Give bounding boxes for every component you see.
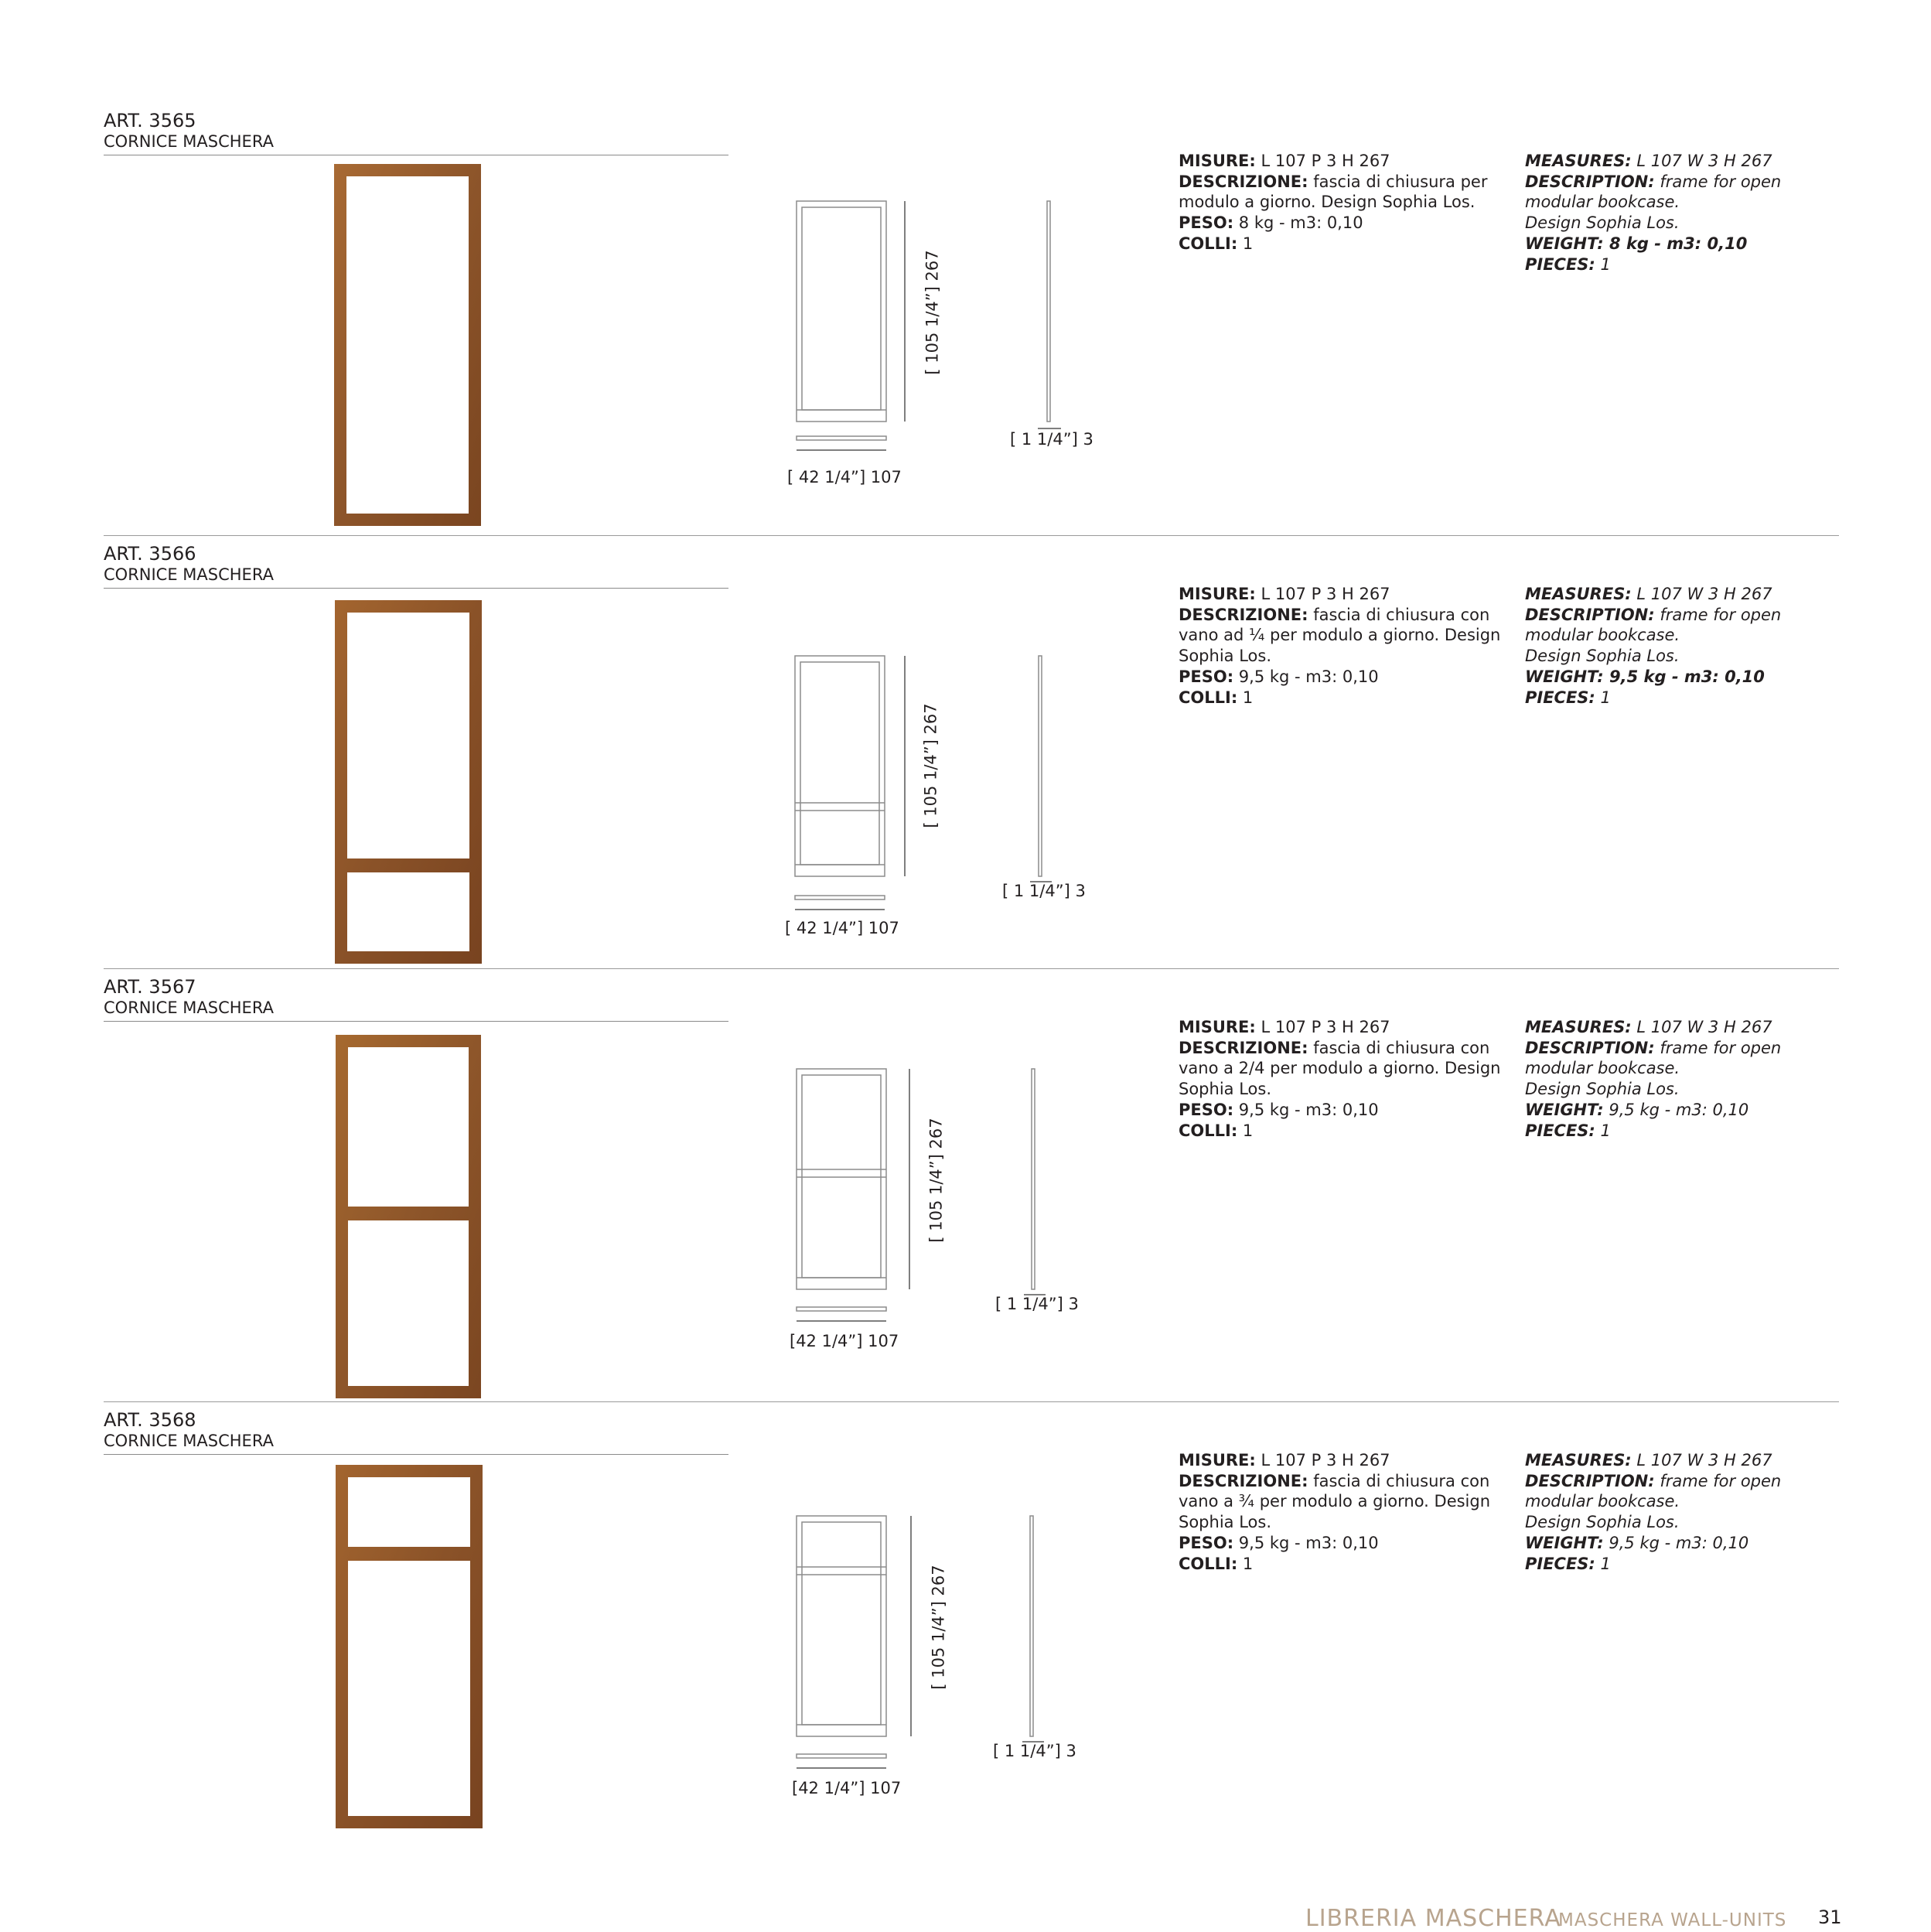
pieces-value: 1: [1595, 254, 1611, 274]
descrizione-label: DESCRIZIONE:: [1179, 172, 1308, 191]
italian-specs: [1179, 1017, 1503, 1141]
misure-value: L 107 P 3 H 267: [1255, 585, 1390, 603]
pieces-label: PIECES:: [1525, 688, 1595, 707]
descrizione-value: fascia di chiusura con vano a 2/4 per modulo a giorno. Design Sophia Los.: [1179, 1038, 1501, 1099]
width-dimension: [ 42 1/4”] 107: [785, 919, 899, 937]
peso-value: 9,5 kg - m3: 0,10: [1233, 1533, 1379, 1552]
height-dimension: [ 105 1/4”] 267: [926, 1118, 946, 1243]
description-label: DESCRIPTION:: [1525, 605, 1655, 624]
pieces-value: 1: [1595, 688, 1611, 707]
measures-value: L 107 W 3 H 267: [1631, 1451, 1772, 1469]
measures-value: L 107 W 3 H 267: [1631, 585, 1772, 603]
product-photo-frame: [336, 1465, 483, 1828]
misure-label: MISURE:: [1179, 585, 1256, 603]
width-dimension: [42 1/4”] 107: [792, 1779, 902, 1797]
colli-label: COLLI:: [1179, 234, 1238, 253]
height-dimension: [ 105 1/4”] 267: [923, 250, 942, 375]
page-number: 31: [1818, 1906, 1842, 1928]
design-credit: Design Sophia Los.: [1525, 1080, 1680, 1099]
colli-label: COLLI:: [1179, 688, 1238, 707]
width-dimension: [ 42 1/4”] 107: [787, 468, 902, 486]
description-value: frame for open modular bookcase.: [1525, 1038, 1782, 1078]
colli-value: 1: [1237, 234, 1254, 253]
descrizione-value: fascia di chiusura per modulo a giorno. Design Sophia Los.: [1179, 172, 1488, 212]
product-section-3568: [0, 1409, 1931, 1842]
description-label: DESCRIPTION:: [1525, 172, 1655, 191]
design-credit: Design Sophia Los.: [1525, 1513, 1680, 1532]
title-rule: [104, 588, 728, 589]
descrizione-label: DESCRIZIONE:: [1179, 1038, 1308, 1057]
pieces-label: PIECES:: [1525, 1554, 1595, 1573]
art-number: ART. 3566: [104, 543, 196, 565]
art-number: ART. 3568: [104, 1409, 196, 1431]
title-rule: [104, 1021, 728, 1022]
section-separator: [104, 1401, 1839, 1402]
pieces-label: PIECES:: [1525, 1121, 1595, 1140]
pieces-value: 1: [1595, 1554, 1611, 1573]
technical-drawing: [789, 1510, 1129, 1912]
art-name: CORNICE MASCHERA: [104, 1432, 274, 1450]
description-value: frame for open modular bookcase.: [1525, 172, 1782, 212]
footer-title: LIBRERIA MASCHERA: [1305, 1905, 1561, 1932]
measures-label: MEASURES:: [1525, 1451, 1632, 1469]
product-photo-frame: [335, 600, 482, 964]
section-separator: [104, 968, 1839, 969]
misure-value: L 107 P 3 H 267: [1255, 1451, 1390, 1469]
art-number: ART. 3565: [104, 110, 196, 131]
peso-label: PESO:: [1179, 667, 1234, 686]
depth-dimension: [ 1 1/4”] 3: [1002, 882, 1086, 900]
measures-label: MEASURES:: [1525, 152, 1632, 170]
measures-value: L 107 W 3 H 267: [1631, 1018, 1772, 1036]
depth-dimension: [ 1 1/4”] 3: [995, 1295, 1079, 1313]
weight-value: 9,5 kg - m3: 0,10: [1603, 1100, 1749, 1119]
product-section-3567: [0, 976, 1931, 1409]
design-credit: Design Sophia Los.: [1525, 213, 1680, 233]
art-name: CORNICE MASCHERA: [104, 132, 274, 151]
english-specs: [1525, 151, 1850, 275]
peso-value: 9,5 kg - m3: 0,10: [1233, 667, 1379, 686]
weight-label: WEIGHT:: [1525, 667, 1604, 686]
peso-value: 8 kg - m3: 0,10: [1233, 213, 1363, 233]
pieces-value: 1: [1595, 1121, 1611, 1140]
english-specs: [1525, 1017, 1850, 1141]
measures-label: MEASURES:: [1525, 585, 1632, 603]
weight-value: 8 kg - m3: 0,10: [1603, 234, 1748, 253]
peso-value: 9,5 kg - m3: 0,10: [1233, 1100, 1379, 1119]
weight-label: WEIGHT:: [1525, 1533, 1604, 1552]
misure-value: L 107 P 3 H 267: [1255, 1018, 1390, 1036]
colli-value: 1: [1237, 688, 1254, 707]
technical-drawing: [789, 1063, 1129, 1465]
peso-label: PESO:: [1179, 1533, 1234, 1552]
colli-label: COLLI:: [1179, 1554, 1238, 1573]
design-credit: Design Sophia Los.: [1525, 647, 1680, 666]
peso-label: PESO:: [1179, 213, 1234, 233]
depth-dimension: [ 1 1/4”] 3: [1010, 430, 1093, 449]
descrizione-value: fascia di chiusura con vano a ¾ per modulo a giorno. Design Sophia Los.: [1179, 1471, 1491, 1532]
colli-value: 1: [1237, 1121, 1254, 1140]
title-rule: [104, 1454, 728, 1455]
art-name: CORNICE MASCHERA: [104, 998, 274, 1017]
description-label: DESCRIPTION:: [1525, 1038, 1655, 1057]
measures-label: MEASURES:: [1525, 1018, 1632, 1036]
description-value: frame for open modular bookcase.: [1525, 605, 1782, 645]
weight-value: 9,5 kg - m3: 0,10: [1603, 1533, 1749, 1552]
pieces-label: PIECES:: [1525, 254, 1595, 274]
product-section-3565: [0, 110, 1931, 543]
colli-label: COLLI:: [1179, 1121, 1238, 1140]
section-separator: [104, 535, 1839, 536]
weight-label: WEIGHT:: [1525, 234, 1604, 253]
depth-dimension: [ 1 1/4”] 3: [993, 1742, 1076, 1760]
art-name: CORNICE MASCHERA: [104, 565, 274, 584]
measures-value: L 107 W 3 H 267: [1631, 152, 1772, 170]
product-photo-frame: [336, 1035, 481, 1398]
misure-label: MISURE:: [1179, 152, 1256, 170]
italian-specs: [1179, 1450, 1503, 1574]
height-dimension: [ 105 1/4”] 267: [921, 703, 940, 828]
product-photo-frame: [334, 164, 481, 526]
descrizione-label: DESCRIZIONE:: [1179, 1471, 1308, 1490]
height-dimension: [ 105 1/4”] 267: [929, 1565, 948, 1690]
product-section-3566: [0, 543, 1931, 976]
italian-specs: [1179, 151, 1503, 254]
description-value: frame for open modular bookcase.: [1525, 1471, 1782, 1511]
misure-label: MISURE:: [1179, 1018, 1256, 1036]
colli-value: 1: [1237, 1554, 1254, 1573]
peso-label: PESO:: [1179, 1100, 1234, 1119]
italian-specs: [1179, 584, 1503, 708]
weight-value: 9,5 kg - m3: 0,10: [1603, 667, 1765, 686]
english-specs: [1525, 1450, 1850, 1574]
descrizione-value: fascia di chiusura con vano ad ¼ per modulo a giorno. Design Sophia Los.: [1179, 605, 1501, 666]
art-number: ART. 3567: [104, 976, 196, 998]
description-label: DESCRIPTION:: [1525, 1471, 1655, 1490]
technical-drawing: [789, 195, 1129, 597]
descrizione-label: DESCRIZIONE:: [1179, 605, 1308, 624]
footer-subtitle: MASCHERA WALL-UNITS: [1558, 1910, 1787, 1930]
english-specs: [1525, 584, 1850, 708]
misure-value: L 107 P 3 H 267: [1255, 152, 1390, 170]
misure-label: MISURE:: [1179, 1451, 1256, 1469]
width-dimension: [42 1/4”] 107: [790, 1332, 899, 1350]
weight-label: WEIGHT:: [1525, 1100, 1604, 1119]
